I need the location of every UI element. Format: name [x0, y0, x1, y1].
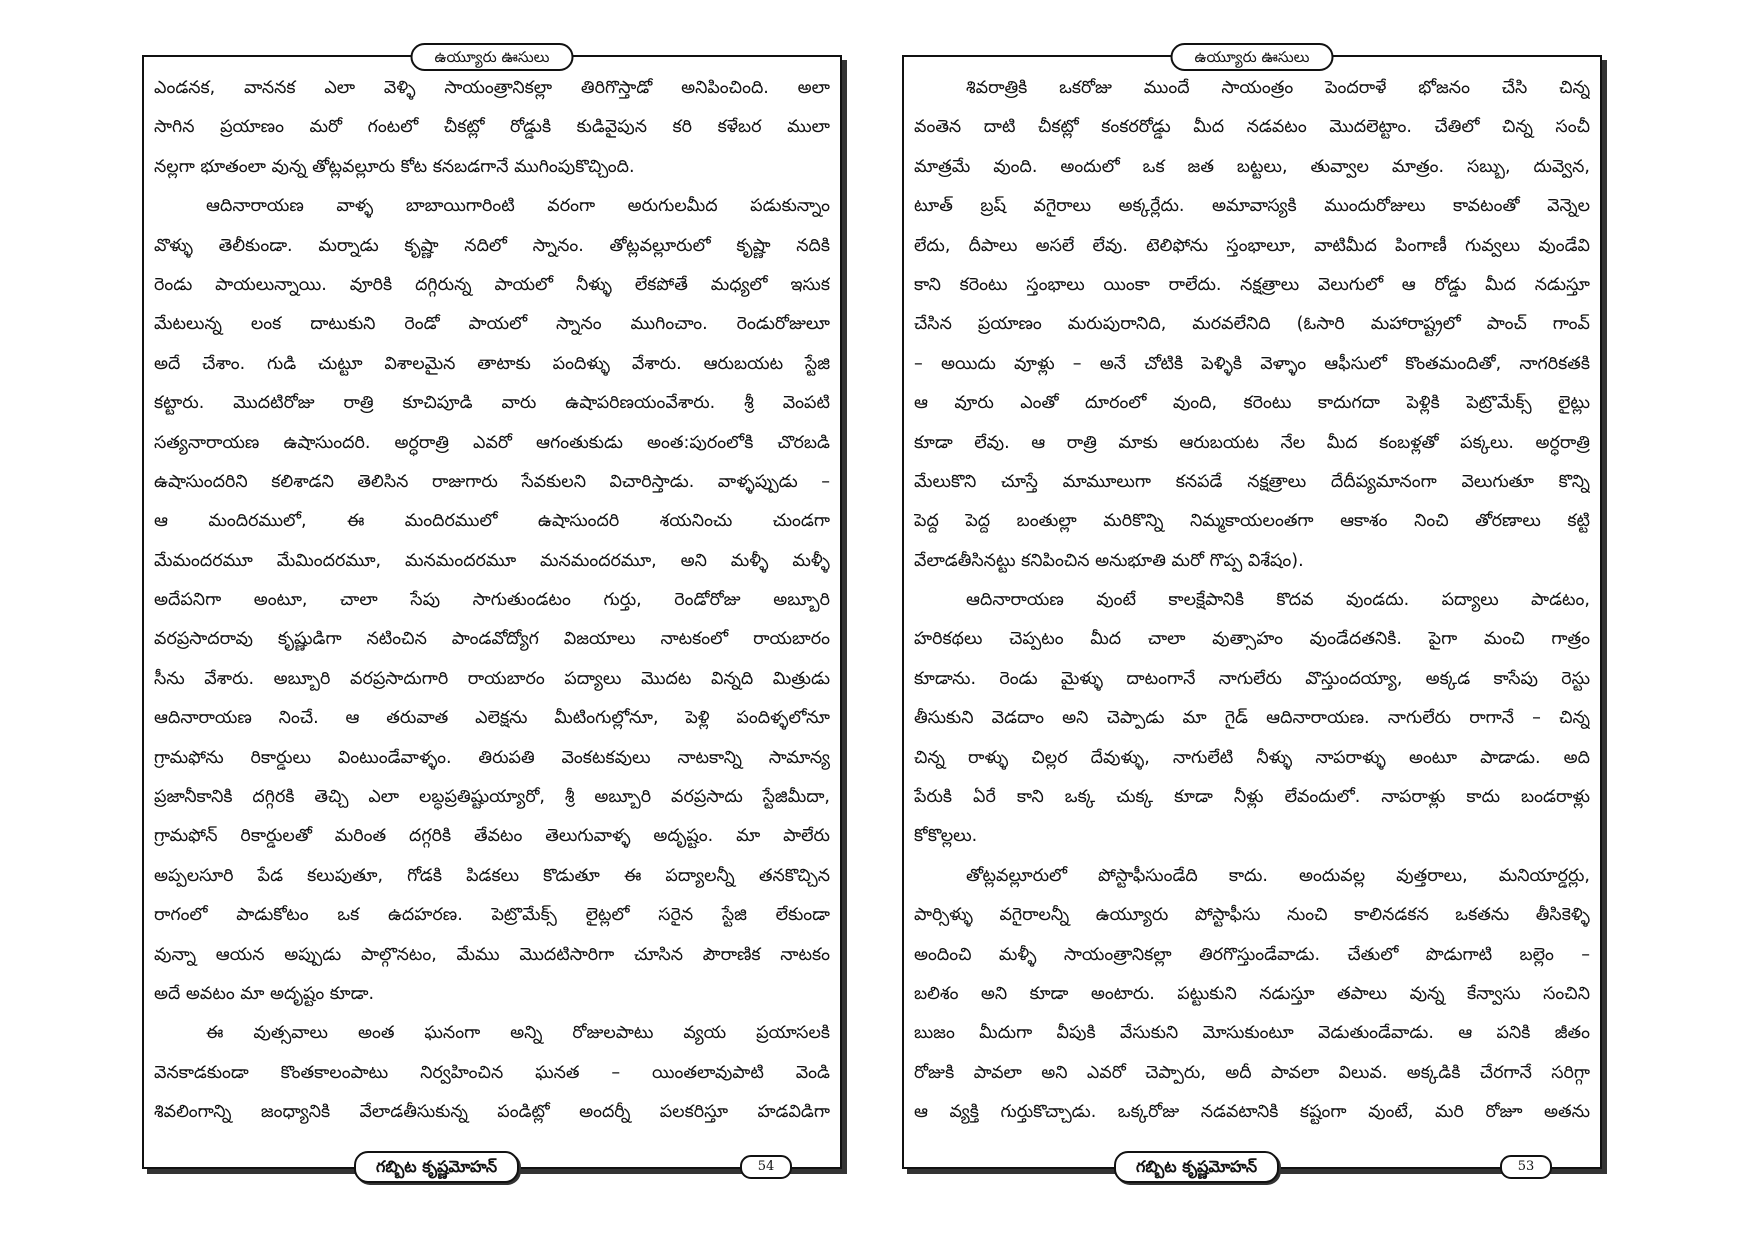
- text-line: వున్నా ఆయన అప్పుడు పాల్గొనటం, మేము మొదటిసారిగా చూసిన పౌరాణిక నాటకం: [154, 944, 830, 965]
- text-line: మేలుకొని చూస్తే మామూలుగా కనపడే నక్షత్రాలు దేదీప్యమానంగా వెలుగుతూ కొన్ని: [914, 471, 1590, 492]
- text-line: తీసుకుని వెడదాం అని చెప్పాడు మా గైడ్ ఆదినారాయణ. నాగులేరు రాగానే – చిన్న: [914, 708, 1590, 729]
- text-line: చిన్న రాళ్ళు చిల్లర దేవుళ్ళు, నాగులేటి నీళ్ళు నాపరాళ్ళు అంటూ పాడాడు. అది: [914, 747, 1590, 768]
- text-line: బుజం మీదుగా వీపుకి వేసుకుని మోసుకుంటూ వెడుతుండేవాడు. ఆ పనికి జీతం: [914, 1023, 1590, 1044]
- text-line: మాత్రమే వుంది. అందులో ఒక జత బట్టలు, తువ్వాల మాత్రం. సబ్బు, దువ్వెన,: [914, 156, 1590, 177]
- text-line: పేరుకి ఏరే కాని ఒక్క చుక్క కూడా నీళ్లు లేవందులో. నాపరాళ్లు కాదు బండరాళ్లు: [914, 787, 1590, 808]
- running-header: ఉయ్యూరు ఊసులు: [411, 43, 574, 71]
- text-line: గ్రామఫోను రికార్డులు వింటుండేవాళ్ళం. తిరుపతి వెంకటకవులు నాటకాన్ని సామాన్య: [154, 747, 830, 768]
- text-line: అప్పలసూరి పేడ కలుపుతూ, గోడకి పిడకలు కొడుతూ ఈ పద్యాలన్నీ తనకొచ్చిన: [154, 865, 830, 886]
- page-number: 54: [740, 1155, 792, 1179]
- text-line: బలిశం అని కూడా అంటారు. పట్టుకుని నడుస్తూ తపాలు వున్న కేన్వాసు సంచిని: [914, 983, 1590, 1004]
- text-line: రోజుకి పావలా అని ఎవరో చెప్పారు, అదీ పావలా విలువ. అక్కడికి చేరగానే సరిగ్గా: [914, 1062, 1590, 1083]
- text-line: వంతెన దాటి చీకట్లో కంకరరోడ్డు మీద నడవటం మొదలెట్టాం. చేతిలో చిన్న సంచీ: [914, 117, 1590, 138]
- text-line: గ్రామఫోన్ రికార్డులతో మరింత దగ్గరికి తేవటం తెలుగువాళ్ళ అదృష్టం. మా పాలేరు: [154, 826, 830, 847]
- author-footer: గబ్బిట కృష్ణమోహన్: [1114, 1151, 1279, 1183]
- text-line: ఆదినారాయణ వుంటే కాలక్షేపానికి కొదవ వుండదు. పద్యాలు పాడటం,: [966, 590, 1590, 611]
- text-line: వెనకాడకుండా కొంతకాలంపాటు నిర్వహించిన ఘనత – యింతలావుపాటి వెండి: [154, 1062, 830, 1083]
- text-line: వరప్రసాదరావు కృష్ణుడిగా నటించిన పాండవోద్యోగ విజయాలు నాటకంలో రాయబారం: [154, 629, 830, 650]
- text-line: ఆదినారాయణ వాళ్ళ బాబాయిగారింటి వరంగా అరుగులమీద పడుకున్నాం: [206, 196, 830, 217]
- page-border: [142, 48, 842, 1176]
- text-line: అదే చేశాం. గుడి చుట్టూ విశాలమైన తాటాకు పందిళ్ళు వేశారు. ఆరుబయట స్టేజి: [154, 353, 830, 374]
- text-line: శివలింగాన్ని జంధ్యానికి వేలాడతీసుకున్న పండిట్లో అందర్నీ పలకరిస్తూ హడవిడిగా: [154, 1102, 830, 1123]
- text-line: అదే అవటం మా అదృష్టం కూడా.: [154, 983, 375, 1004]
- text-line: ఆ వూరు ఎంతో దూరంలో వుంది, కరెంటు కాదుగదా పెళ్లికి పెట్రొమేక్స్ లైట్లు: [914, 393, 1590, 414]
- author-footer: గబ్బిట కృష్ణమోహన్: [354, 1151, 519, 1183]
- text-line: ప్రజానీకానికి దగ్గిరకి తెచ్చి ఎలా లబ్ధప్రతిష్టుయ్యారో, శ్రీ అబ్బూరి వరప్రసాదు స్టేజిమీదా,: [154, 787, 830, 808]
- text-line: సత్యనారాయణ ఉషాసుందరి. అర్ధరాత్రి ఎవరో ఆగంతుకుడు అంత:పురంలోకి చొరబడి: [154, 432, 830, 453]
- text-line: శివరాత్రికి ఒకరోజు ముందే సాయంత్రం పెందరాళే భోజనం చేసి చిన్న: [966, 78, 1590, 98]
- text-line: సాగిన ప్రయాణం మరో గంటలో చీకట్లో రోడ్డుకి కుడివైపున కరి కళేబర ములా: [154, 117, 830, 138]
- text-line: సీను వేశారు. అబ్బూరి వరప్రసాదుగారి రాయబారం పద్యాలు మొదట విన్నది మిత్రుడు: [154, 668, 830, 689]
- text-line: – అయిదు వూళ్లు – అనే చోటికి పెళ్ళికి వెళ్ళాం ఆఫీసులో కొంతమందితో, నాగరికతకి: [914, 353, 1590, 374]
- text-line: రెండు పాయలున్నాయి. వూరికి దగ్గిరున్న పాయలో నీళ్ళు లేకపోతే మధ్యలో ఇసుక: [154, 274, 830, 295]
- page-body-text: [914, 69, 1590, 1153]
- text-line: వొళ్ళు తెలీకుండా. మర్నాడు కృష్ణా నదిలో స్నానం. తోట్లవల్లూరులో కృష్ణా నదికి: [154, 235, 830, 256]
- page-number: 53: [1500, 1155, 1552, 1179]
- left-page: [142, 48, 850, 1176]
- text-line: కోకొల్లలు.: [914, 826, 978, 847]
- text-line: అందించి మళ్ళీ సాయంత్రానికల్లా తిరగొస్తుండేవాడు. చేతులో పొడుగాటి బల్లెం –: [914, 944, 1590, 965]
- text-line: వేలాడతీసినట్టు కనిపించిన అనుభూతి మరో గొప్ప విశేషం).: [914, 550, 1304, 571]
- text-line: కాని కరెంటు స్తంభాలు యింకా రాలేదు. నక్షత్రాలు వెలుగులో ఆ రోడ్డు మీద నడుస్తూ: [914, 274, 1590, 295]
- text-line: చేసిన ప్రయాణం మరుపురానిది, మరవలేనిది (ఓసారి మహారాష్ట్రలో పాంచ్ గాంవ్: [914, 314, 1590, 335]
- page-border: [902, 48, 1602, 1176]
- text-line: టూత్ బ్రష్ వగైరాలు అక్కర్లేదు. అమావాస్యకి ముందురోజులు కావటంతో వెన్నెల: [914, 196, 1590, 217]
- text-line: ఆదినారాయణ నించే. ఆ తరువాత ఎలెక్షను మీటింగుల్లోనూ, పెళ్లి పందిళ్ళలోనూ: [154, 708, 830, 729]
- right-page: [902, 48, 1610, 1176]
- text-line: తోట్లవల్లూరులో పోస్టాఫీసుండేది కాదు. అందువల్ల వుత్తరాలు, మనియార్డర్లు,: [966, 865, 1590, 886]
- text-line: నల్లగా భూతంలా వున్న తోట్లవల్లూరు కోట కనబడగానే ముగింపుకొచ్చింది.: [154, 156, 635, 177]
- running-header: ఉయ్యూరు ఊసులు: [1171, 43, 1334, 71]
- text-line: ఎండనక, వాననక ఎలా వెళ్ళి సాయంత్రానికల్లా తిరిగొస్తాడో అనిపించింది. అలా: [154, 78, 830, 98]
- page-body-text: [154, 69, 830, 1153]
- text-line: కూడా లేవు. ఆ రాత్రి మాకు ఆరుబయట నేల మీద కంబళ్లతో పక్కలు. అర్ధరాత్రి: [914, 432, 1590, 453]
- text-line: హరికథలు చెప్పటం మీద చాలా వుత్సాహం వుండేదతనికి. పైగా మంచి గాత్రం: [914, 629, 1590, 650]
- text-line: పార్సిళ్ళు వగైరాలన్నీ ఉయ్యూరు పోస్టాఫీసు నుంచి కాలినడకన ఒకతను తీసికెళ్ళి: [914, 905, 1590, 926]
- text-line: కూడాను. రెండు మైళ్ళు దాటంగానే నాగులేరు వొస్తుందయ్యా, అక్కడ కాసేపు రెస్టు: [914, 668, 1590, 689]
- text-line: ఉషాసుందరిని కలిశాడని తెలిసిన రాజుగారు సేవకులని విచారిస్తాడు. వాళ్ళప్పుడు –: [154, 471, 830, 492]
- text-line: మేటలున్న లంక దాటుకుని రెండో పాయలో స్నానం ముగించాం. రెండురోజులూ: [154, 314, 830, 335]
- text-line: అదేపనిగా అంటూ, చాలా సేపు సాగుతుండటం గుర్తు, రెండోరోజు అబ్బూరి: [154, 590, 830, 611]
- text-line: పెద్ద పెద్ద బంతుల్లా మరికొన్ని నిమ్మకాయలంతగా ఆకాశం నించి తోరణాలు కట్టి: [914, 511, 1590, 532]
- text-line: ఆ మందిరములో, ఈ మందిరములో ఉషాసుందరి శయనించు చుండగా: [154, 511, 830, 532]
- text-line: ఈ వుత్సవాలు అంత ఘనంగా అన్ని రోజులపాటు వ్యయ ప్రయాసలకి: [206, 1023, 830, 1044]
- text-line: మేమందరమూ మేమిందరమూ, మనమందరమూ మనమందరమూ, అని మళ్ళీ మళ్ళీ: [154, 550, 830, 571]
- text-line: ఆ వ్యక్తి గుర్తుకొచ్చాడు. ఒక్కరోజు నడవటానికి కష్టంగా వుంటే, మరి రోజూ అతను: [914, 1102, 1590, 1123]
- text-line: కట్టారు. మొదటిరోజు రాత్రి కూచిపూడి వారు ఉషాపరిణయంవేశారు. శ్రీ వెంపటి: [154, 393, 830, 414]
- text-line: రాగంలో పాడుకోటం ఒక ఉదహరణ. పెట్రొమేక్స్ లైట్లలో సరైన స్టేజి లేకుండా: [154, 905, 830, 926]
- text-line: లేదు, దీపాలు అసలే లేవు. టెలిఫోను స్తంభాలూ, వాటిమీద పింగాణీ గువ్వలు వుండేవి: [914, 235, 1590, 256]
